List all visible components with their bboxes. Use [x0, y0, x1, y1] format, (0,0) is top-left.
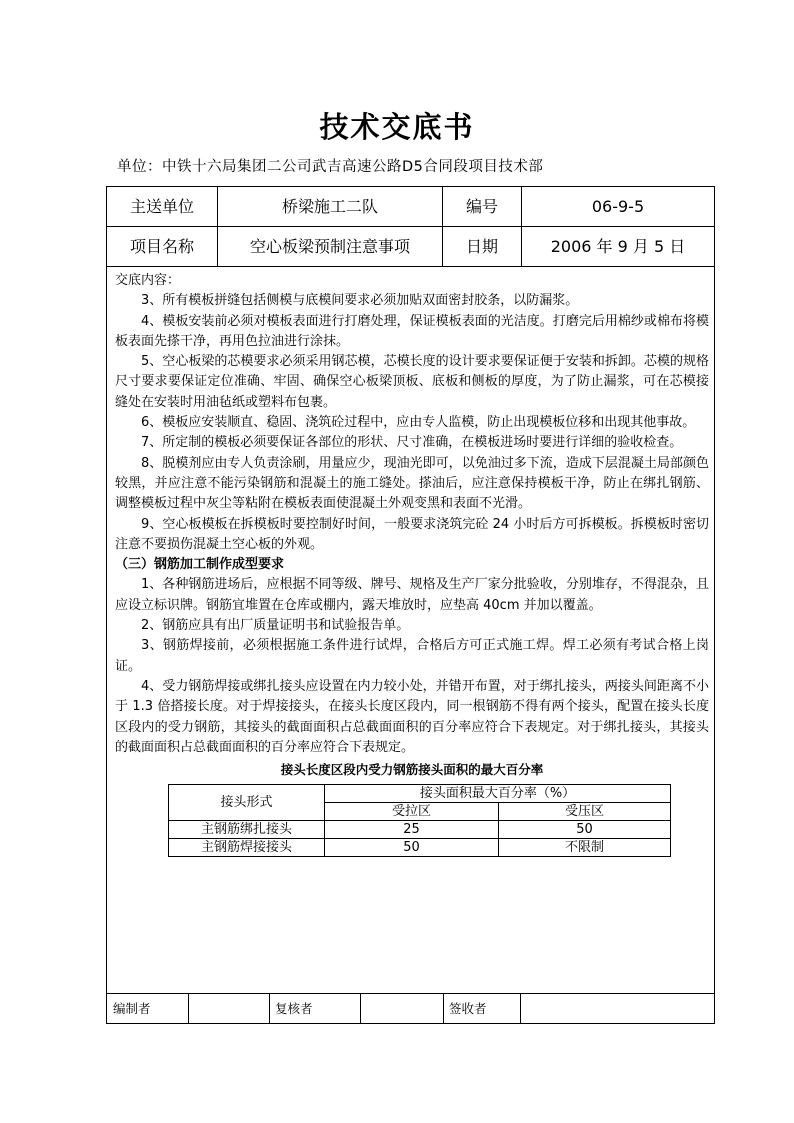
col-header-compression: 受压区	[499, 803, 671, 821]
divider	[360, 994, 361, 1024]
divider	[520, 994, 521, 1024]
compiler-label: 编制者	[113, 1001, 151, 1016]
paragraph: 3、钢筋焊接前，必须根据施工条件进行试焊，合格后方可正式施工焊。焊工必须有考试合格上岗证。	[115, 638, 709, 674]
document-title: 技术交底书	[319, 110, 475, 144]
row-type: 主钢筋绑扎接头	[169, 821, 325, 839]
unit-line: 单位：中铁十六局集团二公司武吉高速公路D5合同段项目技术部	[117, 159, 544, 175]
paragraph: 8、脱模剂应由专人负责涂刷，用量应少，现油光即可，以免油过多下流，造成下层混凝土局部颜色较黑，并应注意不能污染钢筋和混凝土的施工缝处。搽油后，应注意保持模板干净，防止在绑扎钢筋、调整模板过程中灰尘等粘附在模板表面使混凝土外观变黑和表面不光滑。	[115, 455, 709, 512]
row-type: 主钢筋焊接接头	[169, 839, 325, 857]
divider	[443, 994, 444, 1024]
table-row	[169, 821, 671, 839]
table-caption: 接头长度区段内受力钢筋接头面积的最大百分率	[280, 762, 544, 778]
table-row	[169, 839, 671, 857]
paragraph: 1、各种钢筋进场后，应根据不同等级、牌号、规格及生产厂家分批验收，分别堆存，不得混杂，且应设立标识牌。钢筋宜堆置在仓库或棚内，露天堆放时，应垫高 40cm 并加以覆盖。	[115, 577, 709, 613]
number-label: 编号	[443, 187, 522, 226]
receiver-label: 签收者	[449, 1001, 487, 1016]
col-header-type: 接头形式	[169, 785, 325, 821]
row-tension: 50	[325, 839, 499, 857]
row-compression: 不限制	[499, 839, 671, 857]
recipient-value: 桥梁施工二队	[218, 187, 443, 226]
paragraph: 4、模板安装前必须对模板表面进行打磨处理，保证模板表面的光洁度。打磨完后用棉纱或棉布将模板表面先搽干净，再用色拉油进行涂抹。	[115, 313, 709, 349]
project-value: 空心板梁预制注意事项	[218, 227, 443, 266]
section-title: （三）钢筋加工制作成型要求	[115, 557, 285, 573]
paragraph: 4、受力钢筋焊接或绑扎接头应设置在内力较小处，并错开布置，对于绑扎接头，两接头间距离不小于 1.3 倍搭接长度。对于焊接接头，在接头长度区段内，同一根钢筋不得有两个接头，配置在接头长度区段内的受力钢筋，其接头的截面面积占总截面面积的百分率应符合下表规定。对于绑扎接头，其接头的截面面积占总截面面积的百分率应符合下表规定。	[115, 678, 709, 755]
signature-row	[107, 993, 714, 1024]
content-heading: 交底内容：	[115, 273, 181, 288]
group-header: 接头面积最大百分率（%）	[325, 785, 671, 803]
row-compression: 50	[499, 821, 671, 839]
paragraph: 2、钢筋应具有出厂质量证明书和试验报告单。	[141, 618, 410, 634]
paragraph: 3、所有模板拼缝包括侧模与底模间要求必须加贴双面密封胶条，以防漏浆。	[141, 293, 579, 309]
paragraph: 6、模板应安装顺直、稳固、浇筑砼过程中，应由专人监模，防止出现模板位移和出现其他事故。	[141, 415, 696, 431]
divider	[269, 994, 270, 1024]
header-row-2	[107, 227, 714, 267]
recipient-label: 主送单位	[107, 187, 218, 226]
disclosure-form	[106, 186, 715, 1024]
date-value: 2006 年 9 月 5 日	[550, 237, 686, 256]
disclosure-content	[115, 271, 709, 857]
divider	[188, 994, 189, 1024]
paragraph: 7、所定制的模板必须要保证各部位的形状、尺寸准确，在模板进场时要进行详细的验收检查。	[141, 435, 683, 451]
row-tension: 25	[325, 821, 499, 839]
paragraph: 9、空心板模板在拆模板时要控制好时间，一般要求浇筑完砼 24 小时后方可拆模板。拆模板时密切注意不要损伤混凝土空心板的外观。	[115, 516, 709, 552]
splice-ratio-table	[168, 784, 671, 857]
paragraph: 5、空心板梁的芯模要求必须采用钢芯模，芯模长度的设计要求要保证便于安装和拆卸。芯模的规格尺寸要求要保证定位准确、牢固、确保空心板梁顶板、底板和侧板的厚度，为了防止漏浆，可在芯模接缝处在安装时用油毡纸或塑料布包裹。	[115, 354, 709, 410]
header-row-1	[107, 187, 714, 227]
reviewer-label: 复核者	[275, 1001, 313, 1016]
date-label: 日期	[443, 227, 522, 266]
col-header-tension: 受拉区	[325, 803, 499, 821]
project-label: 项目名称	[107, 227, 218, 266]
number-value: 06-9-5	[591, 197, 645, 216]
